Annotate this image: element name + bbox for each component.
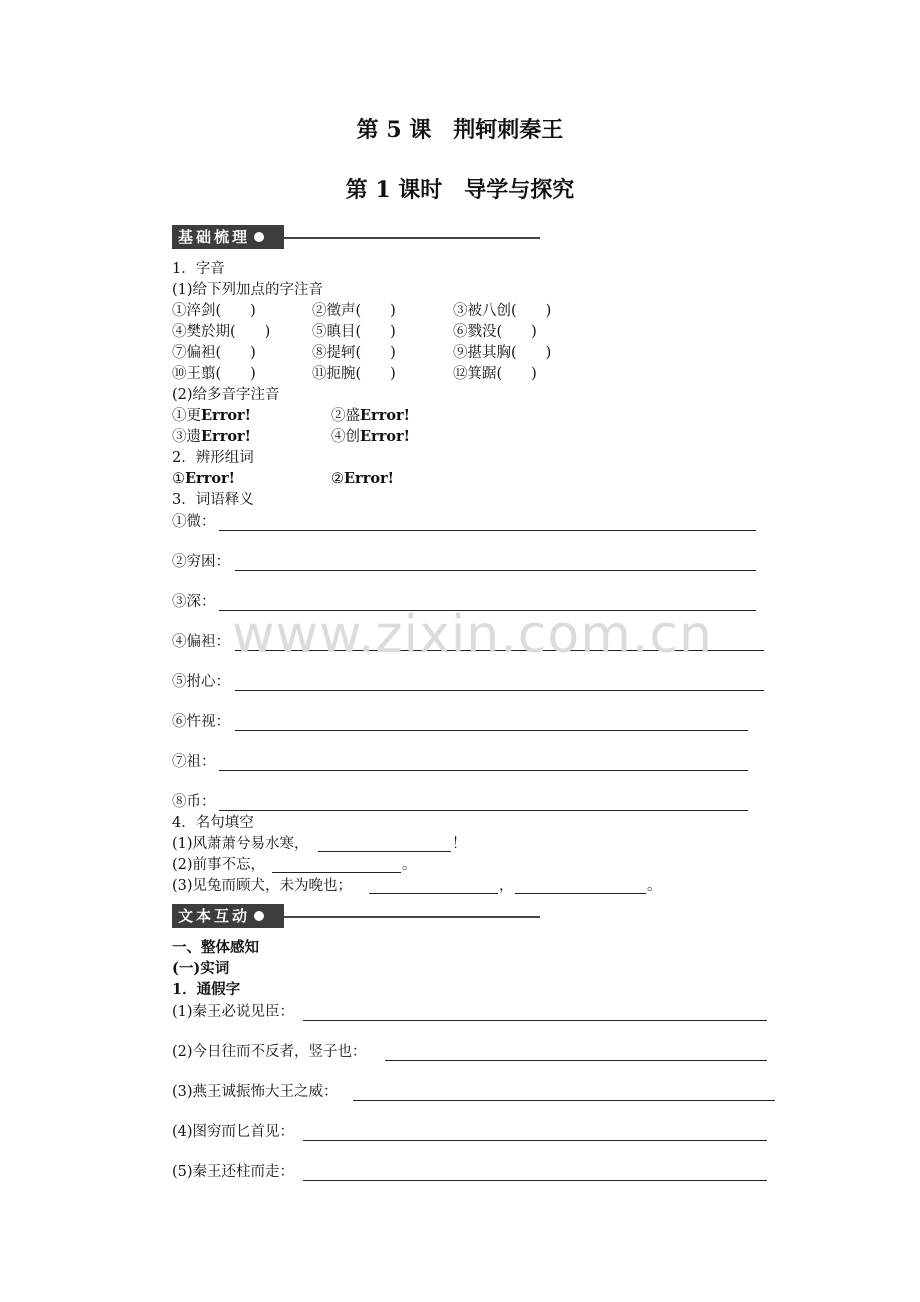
pinyin-item: ⑫箕踞( ) [453, 366, 537, 382]
definition-label: ⑧币： [172, 794, 216, 810]
pinyin-item: ⑤瞋目( ) [312, 324, 396, 340]
q1a-heading: (1)给下列加点的字注音 [172, 282, 324, 298]
subpart-heading: (一)实词 [172, 960, 230, 977]
definition-label: ⑦祖： [172, 754, 216, 770]
shape-item: ②Error! [331, 470, 395, 487]
definition-label: ③深： [172, 594, 216, 610]
pinyin-item: ⑩王翦( ) [172, 366, 256, 382]
fill-item-1: (1)风萧萧兮易水寒， [172, 836, 309, 852]
bullet-dot-icon [254, 911, 264, 921]
fill-end: ！ [452, 836, 467, 852]
definition-label: ⑥忤视： [172, 714, 230, 730]
answer-line[interactable] [219, 810, 748, 811]
lesson-title: 第 5 课 荆轲刺秦王 [356, 117, 564, 143]
answer-line[interactable] [272, 872, 401, 873]
answer-line[interactable] [303, 1180, 767, 1181]
period-title: 第 1 课时 导学与探究 [345, 177, 575, 203]
answer-line[interactable] [235, 570, 756, 571]
definition-label: ④偏袒： [172, 634, 230, 650]
fill-end: 。 [647, 878, 662, 894]
topic-heading: 1．通假字 [172, 981, 241, 998]
bullet-dot-icon [254, 232, 264, 242]
definition-label: ①微： [172, 514, 216, 530]
definition-label: ⑤拊心： [172, 674, 230, 690]
fill-end: 。 [402, 857, 417, 873]
answer-line[interactable] [369, 893, 498, 894]
answer-line[interactable] [385, 1060, 767, 1061]
answer-line[interactable] [235, 690, 764, 691]
answer-line[interactable] [219, 770, 748, 771]
pinyin-item: ③被八创( ) [453, 303, 552, 319]
pinyin-item: ④樊於期( ) [172, 324, 271, 340]
tongjia-item: (4)图穷而匕首见： [172, 1124, 295, 1140]
section-header-text-interaction [172, 904, 284, 928]
pinyin-item: ⑥戮没( ) [453, 324, 537, 340]
part-heading: 一、整体感知 [172, 939, 259, 956]
pinyin-item: ⑨揕其胸( ) [453, 345, 552, 361]
fill-item-2: (2)前事不忘， [172, 857, 266, 873]
answer-line[interactable] [353, 1100, 775, 1101]
q4-heading: 4．名句填空 [172, 815, 254, 831]
polyphone-item: ①更Error! [172, 407, 252, 424]
pinyin-item: ①淬剑( ) [172, 303, 256, 319]
section-rule [284, 916, 540, 918]
answer-line[interactable] [219, 530, 756, 531]
tongjia-item: (1)秦王必说见臣： [172, 1004, 295, 1020]
answer-line[interactable] [235, 730, 748, 731]
fill-item-3: (3)见兔而顾犬，未为晚也； [172, 878, 353, 894]
answer-line[interactable] [303, 1140, 767, 1141]
q1b-heading: (2)给多音字注音 [172, 387, 280, 403]
tongjia-item: (3)燕王诚振怖大王之威： [172, 1084, 338, 1100]
section-label: 文本互动 [178, 907, 251, 925]
pinyin-item: ⑪扼腕( ) [312, 366, 396, 382]
shape-item: ①Error! [172, 470, 236, 487]
polyphone-item: ②盛Error! [331, 407, 411, 424]
pinyin-item: ⑧提轲( ) [312, 345, 396, 361]
section-header-basics [172, 225, 284, 249]
q2-heading: 2．辨形组词 [172, 450, 254, 466]
answer-line[interactable] [303, 1020, 767, 1021]
polyphone-item: ③遗Error! [172, 428, 252, 445]
q1-heading: 1．字音 [172, 261, 225, 277]
tongjia-item: (5)秦王还柱而走： [172, 1164, 295, 1180]
fill-mid: ， [499, 878, 514, 894]
section-rule [284, 237, 540, 239]
q3-heading: 3．词语释义 [172, 492, 254, 508]
pinyin-item: ⑦偏袒( ) [172, 345, 256, 361]
answer-line[interactable] [318, 851, 451, 852]
watermark: www.zixin.com.cn [232, 605, 713, 665]
section-label: 基础梳理 [178, 228, 251, 246]
pinyin-item: ②徵声( ) [312, 303, 396, 319]
definition-label: ②穷困： [172, 554, 230, 570]
tongjia-item: (2)今日往而不反者，竖子也： [172, 1044, 367, 1060]
polyphone-item: ④创Error! [331, 428, 411, 445]
answer-line[interactable] [515, 893, 646, 894]
